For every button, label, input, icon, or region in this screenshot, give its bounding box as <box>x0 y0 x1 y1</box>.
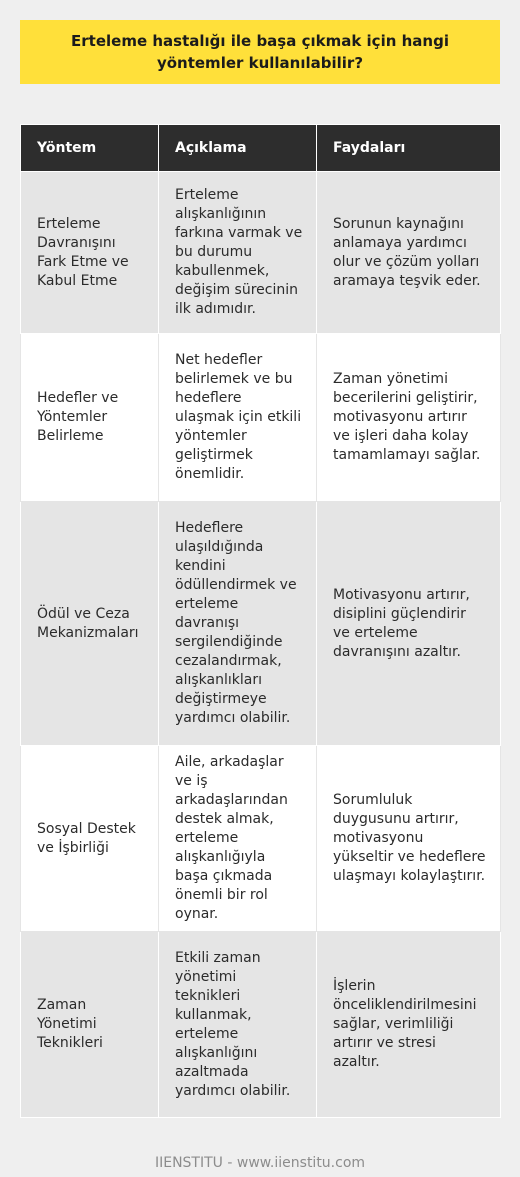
title-banner <box>20 20 500 84</box>
header-benefits: Faydaları <box>317 125 501 172</box>
footer-credit: IIENSTITU - www.iienstitu.com <box>154 1155 366 1171</box>
benefits-cell: Zaman yönetimi becerilerini geliştirir, motivasyonu artırır ve işleri daha kolay tamamlamayı sağlar. <box>317 334 501 502</box>
table-row <box>21 502 501 746</box>
method-cell: Erteleme Davranışını Fark Etme ve Kabul Etme <box>21 172 159 334</box>
benefits-cell: Motivasyonu artırır, disiplini güçlendirir ve erteleme davranışını azaltır. <box>317 502 501 746</box>
description-cell: Etkili zaman yönetimi teknikleri kullanmak, erteleme alışkanlığını azaltmada yardımcı olabilir. <box>159 932 317 1118</box>
header-description: Açıklama <box>159 125 317 172</box>
header-method: Yöntem <box>21 125 159 172</box>
method-cell: Zaman Yönetimi Teknikleri <box>21 932 159 1118</box>
table-row <box>21 932 501 1118</box>
method-cell: Hedefler ve Yöntemler Belirleme <box>21 334 159 502</box>
table-row <box>21 746 501 932</box>
benefits-cell: İşlerin önceliklendirilmesini sağlar, verimliliği artırır ve stresi azaltır. <box>317 932 501 1118</box>
table-header-row <box>21 125 501 172</box>
benefits-cell: Sorumluluk duygusunu artırır, motivasyonu yükseltir ve hedeflere ulaşmayı kolaylaştırır. <box>317 746 501 932</box>
method-cell: Sosyal Destek ve İşbirliği <box>21 746 159 932</box>
benefits-cell: Sorunun kaynağını anlamaya yardımcı olur ve çözüm yolları aramaya teşvik eder. <box>317 172 501 334</box>
description-cell: Aile, arkadaşlar ve iş arkadaşlarından destek almak, erteleme alışkanlığıyla başa çıkmada önemli bir rol oynar. <box>159 746 317 932</box>
description-cell: Hedeflere ulaşıldığında kendini ödüllendirmek ve erteleme davranışı sergilendiğinde cezalandırmak, alışkanlıkları değiştirmeye yardımcı olabilir. <box>159 502 317 746</box>
method-cell: Ödül ve Ceza Mekanizmaları <box>21 502 159 746</box>
table-row <box>21 172 501 334</box>
description-cell: Erteleme alışkanlığının farkına varmak ve bu durumu kabullenmek, değişim sürecinin ilk adımıdır. <box>159 172 317 334</box>
description-cell: Net hedefler belirlemek ve bu hedeflere ulaşmak için etkili yöntemler geliştirmek önemlidir. <box>159 334 317 502</box>
methods-table <box>20 124 501 1118</box>
page-title: Erteleme hastalığı ile başa çıkmak için hangi yöntemler kullanılabilir? <box>71 32 449 72</box>
table-row <box>21 334 501 502</box>
